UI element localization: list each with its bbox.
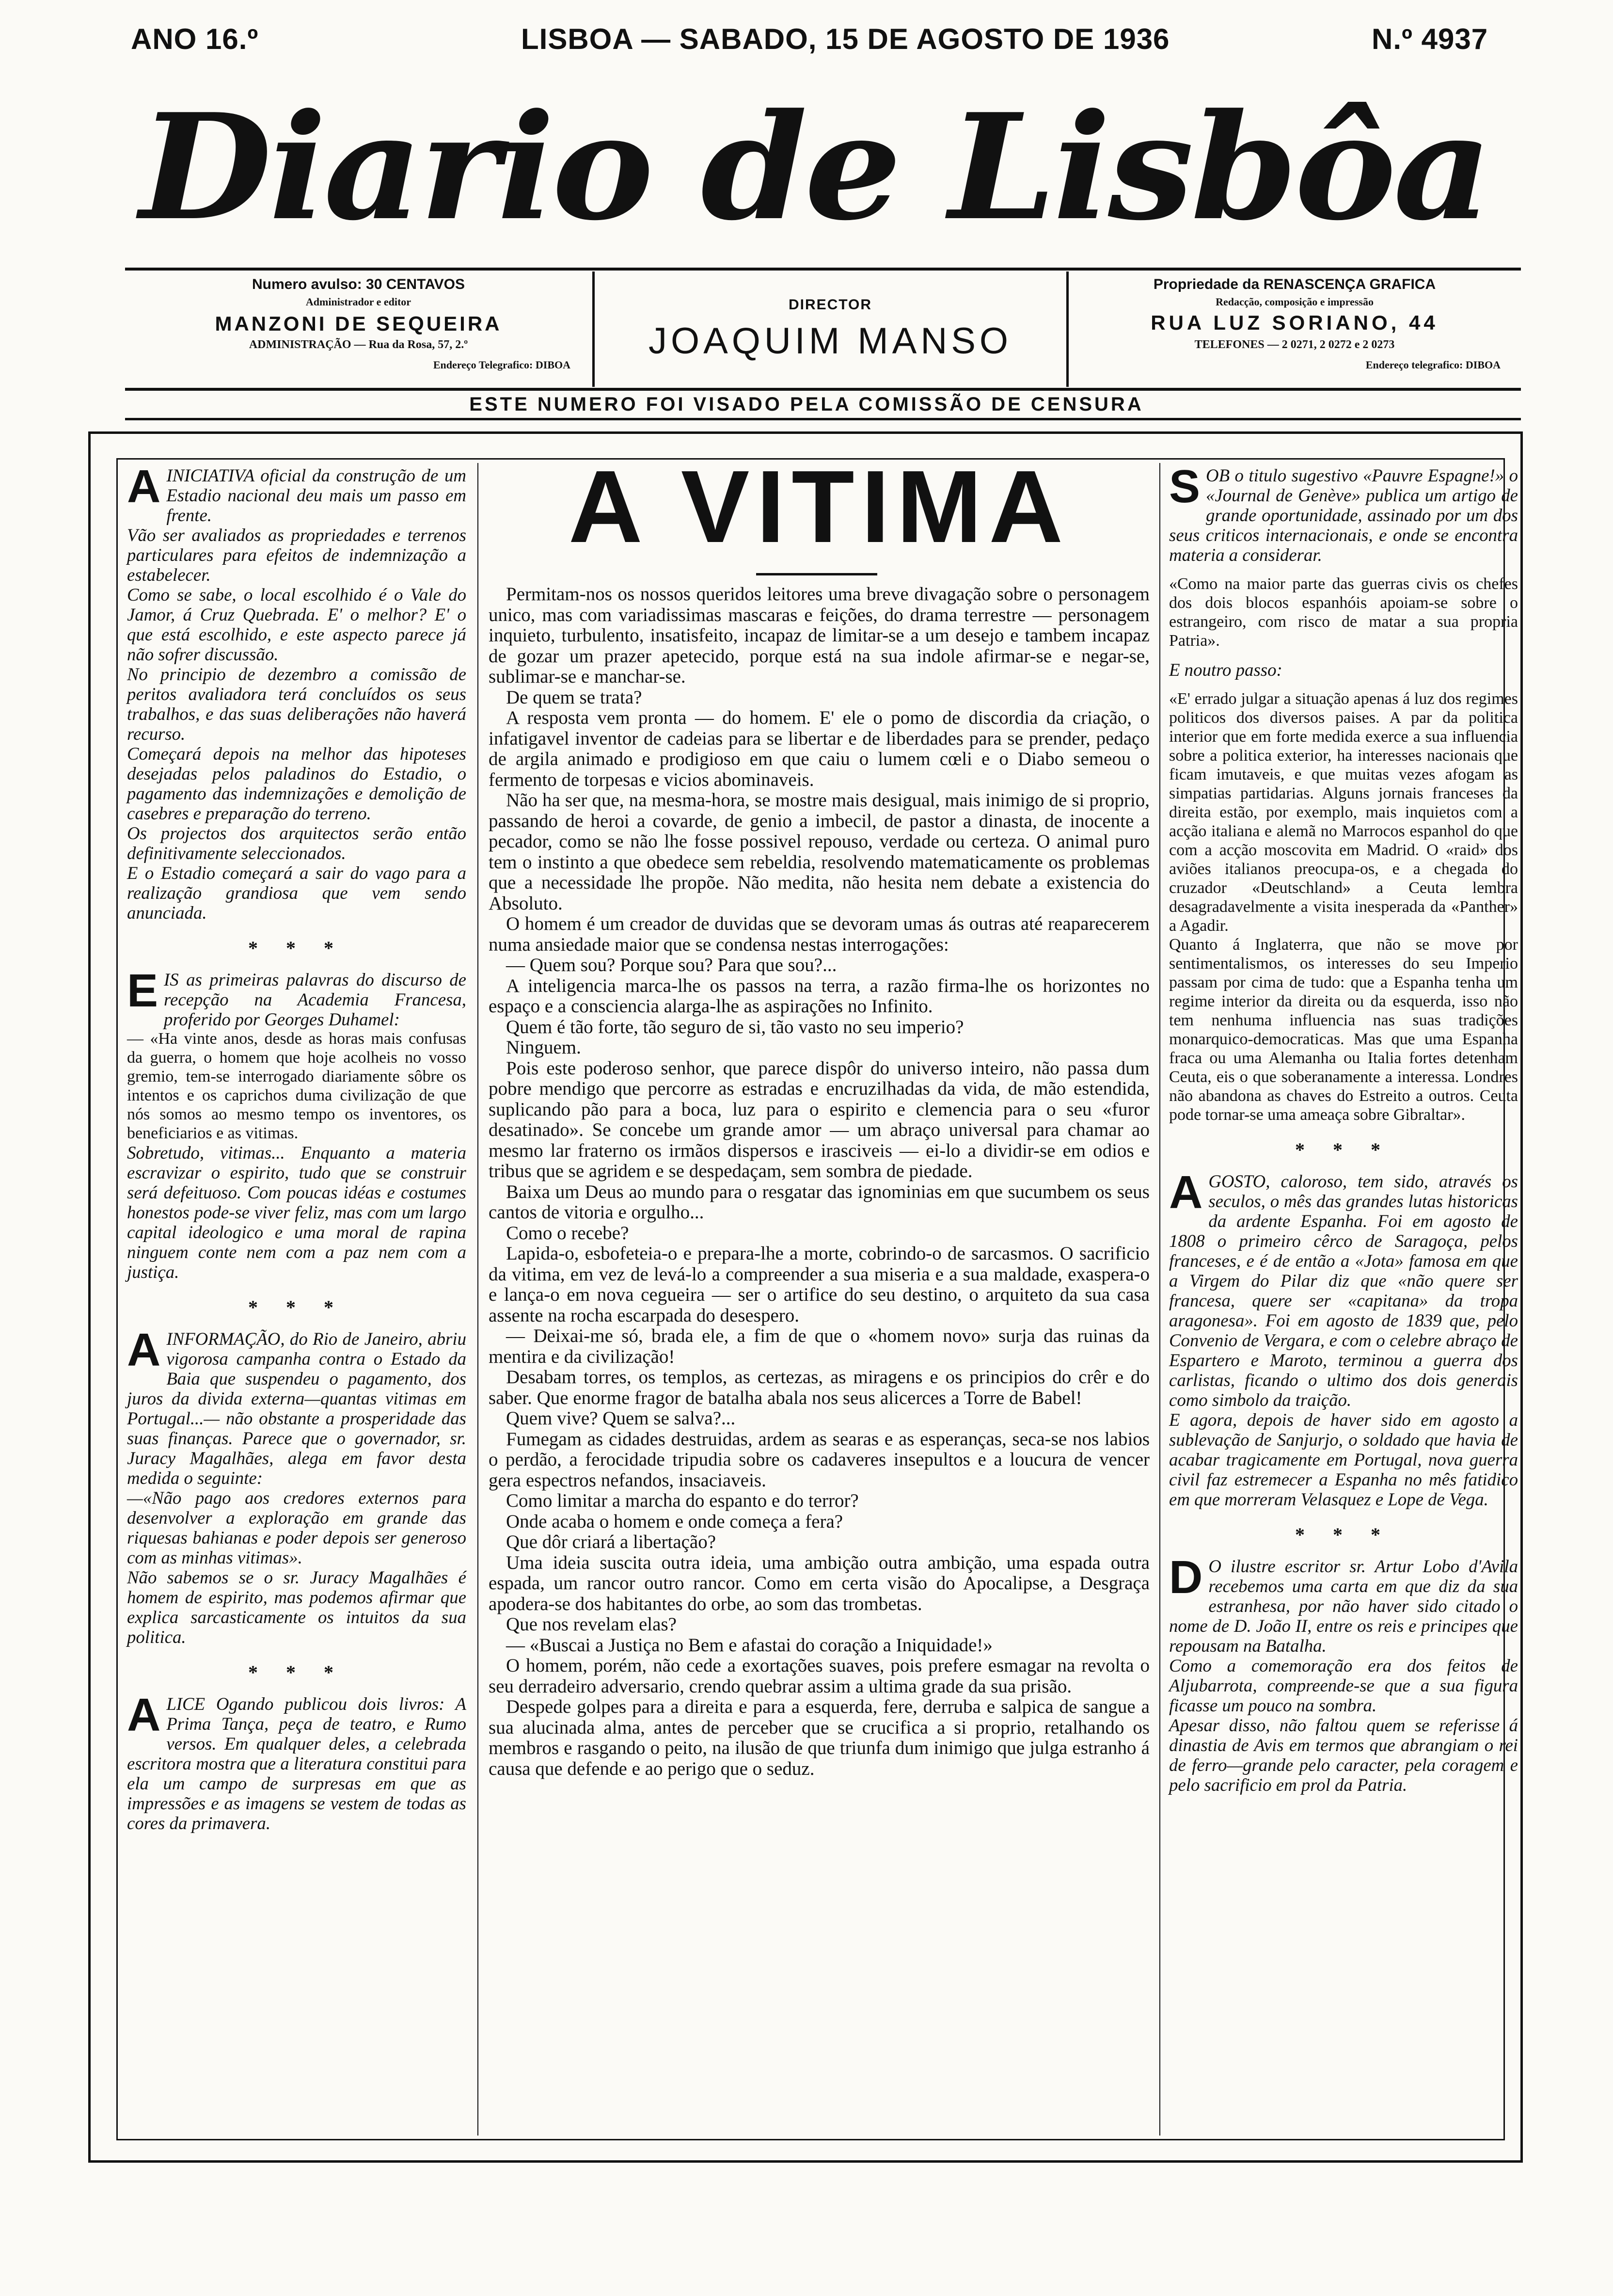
- paragraph: E o Estadio começará a sair do vago para a realização grandiosa que vem sendo anunciada.: [127, 863, 466, 923]
- article-paragraph: — Deixai-me só, brada ele, a fim de que o «homem novo» surja das ruinas da mentira e da civilização!: [489, 1325, 1150, 1367]
- stadium-note: AINICIATIVA oficial da construção de um Estadio nacional deu mais um passo em frente.: [127, 461, 466, 525]
- price-line: Numero avulso: 30 CENTAVOS: [252, 276, 465, 292]
- article-paragraph: O homem é um creador de duvidas que se devoram umas ás outras até reaparecerem numa ansiedade maior que se condensa nestas interrogações:: [489, 913, 1150, 955]
- article-paragraph: Desabam torres, os templos, as certezas, as miragens e os principios do crêr e do saber. Que enorme fragor de batalha abala nos seus alicerces a Torre de Babel!: [489, 1367, 1150, 1408]
- director-name: JOAQUIM MANSO: [648, 320, 1012, 362]
- info-divider-left: [592, 271, 595, 387]
- paragraph: Começará depois na melhor das hipoteses desejadas pelos paladinos do Estadio, o pagamento das indemnizações e demolição de casebres e preparação do terreno.: [127, 744, 466, 823]
- article-paragraph: Não ha ser que, na mesma-hora, se mostre mais desigual, mais inimigo de si proprio, passando de heroi a covarde, de genio a imbecil, de pastor a dinasta, de inocente a pecador, como se não lhe fosse possivel repouso, verdade ou certeza. O animal puro tem o instinto a que obedece sem rebeldia, resolvendo matematicamente os problemas que a necessidade lhe propõe. Não medita, não hesita nem debate a existencia do Absoluto.: [489, 790, 1150, 914]
- lobo-davila-note: D O ilustre escritor sr. Artur Lobo d'Avila recebemos uma carta em que diz da sua estranhesa, por não haver sido citado o nome de D. João II, entre os reis e principes que repousam na Batalha.: [1169, 1551, 1518, 1656]
- departments-line: Redacção, composição e impressão: [1216, 296, 1374, 308]
- article-paragraph: — «Buscai a Justiça no Bem e afastai do coração a Iniquidade!»: [506, 1634, 993, 1656]
- article-paragraph: Lapida-o, esbofeteia-o e prepara-lhe a morte, cobrindo-o de sarcasmos. O sacrificio da vitima, em vez de levá-lo a compreender a sua miseria e a sua maldade, exaspera-o e lança-o em nova cegueira — ser o artifice do seu destino, o arquiteto da sua casa assente na rocha escarpada do desespero.: [489, 1243, 1150, 1326]
- august-note: AGOSTO, caloroso, tem sido, através os seculos, o mês das grandes lutas historicas da ardente Espanha. Foi em agosto de 1808 o primeiro cêrco de Saragoça, pelos franceses, e é de então a «Jota» famosa em que a Virgem do Pilar diz que «não quere ser francesa, quere ser «capitana» da tropa aragonesa». Foi em agosto de 1839 que, pelo Convenio de Vergara, e com o celebre abraço de Espartero e Maroto, terminou a guerra dos carlistas, ficando o ultimo dos dois generais como simbolo da traição.: [1169, 1166, 1518, 1410]
- phone-numbers: TELEFONES — 2 0271, 2 0272 e 2 0273: [1194, 338, 1395, 351]
- info-divider-right: [1066, 271, 1069, 387]
- censura-rule: [125, 418, 1521, 420]
- owner-line: Propriedade da RENASCENÇA GRAFICA: [1153, 276, 1436, 292]
- info-bottom-rule: [125, 388, 1521, 391]
- section-separator: * * *: [248, 937, 345, 959]
- article-paragraph: A inteligencia marca-lhe os passos na terra, a razão firma-lhe os horizontes no espaço e a consciencia alarga-lhe as aspirações no Infinito.: [489, 975, 1150, 1017]
- administration-address: ADMINISTRAÇÃO — Rua da Rosa, 57, 2.º: [249, 338, 468, 351]
- paragraph: Não sabemos se o sr. Juracy Magalhães é homem de espirito, mas podemos afirmar que explica sarcasticamente os intuitos da sua politica.: [127, 1567, 466, 1647]
- article-paragraph: A resposta vem pronta — do homem. E' ele o pomo de discordia da criação, o infatigavel inventor de cadeias para se libertar e de liberdades para se prender, pedaço de argila animado e prodigioso em que caiu o lumem cœli e o Diabo semeou o fermento de torpesas e vicios abominaveis.: [489, 707, 1150, 790]
- info-box-center: [595, 271, 1065, 388]
- top-line: [0, 22, 1613, 61]
- article-paragraph: Permitam-nos os nossos queridos leitores uma breve divagação sobre o personagem unico, mas com variadissimas mascaras e feições, do drama terrestre — personagem inquieto, turbulento, insatisfeito, incapaz de limitar-se a um desejo e tambem incapaz de gozar um prazer apetecido, porque está na sua indole afirmar-se e negar-se, sublimar-se e manchar-se.: [489, 584, 1150, 687]
- paragraph: Sobretudo, vitimas... Enquanto a materia escravizar o espirito, tudo que se construir será defeituoso. Com poucas idéas e costumes honestos pode-se viver feliz, mas com um largo capital ideologico e uma moral de rapina ninguem conte nem com a paz nem com a justiça.: [127, 1143, 466, 1282]
- article-paragraph: Quem é tão forte, tão seguro de si, tão vasto no seu imperio?: [506, 1016, 964, 1037]
- article-paragraph: Baixa um Deus ao mundo para o resgatar das ignominias em que sucumbem os seus cantos de vitoria e orgulho...: [489, 1181, 1150, 1223]
- spain-note: SOB o titulo sugestivo «Pauvre Espagne!» o «Journal de Genève» publica um artigo de grande oportunidade, assinado por um dos seus criticos internacionais, e onde se encontra materia a considerar.: [1169, 461, 1518, 565]
- section-separator: * * *: [248, 1296, 345, 1318]
- info-box-left: [127, 271, 590, 388]
- director-role: DIRECTOR: [788, 297, 872, 313]
- censorship-notice: ESTE NUMERO FOI VISADO PELA COMISSÃO DE CENSURA: [469, 394, 1144, 415]
- right-column: [1169, 461, 1518, 1795]
- article-paragraph: Como o recebe?: [506, 1222, 629, 1244]
- section-separator: * * *: [248, 1661, 345, 1683]
- article-paragraph: Pois este poderoso senhor, que parece dispôr do universo inteiro, não passa dum pobre mendigo que percorre as estradas e encruzilhadas da vida, de mão estendida, suplicando pão para a boca, luz para o espirito e clemencia para o seu «furor desatinado». Se concebe um grande amor — um abraço universal para chamar ao mesmo lar fraterno os irmãos dispersos e irasciveis — ei-lo a dividir-se em odios e tribus que se agridem e se despedaçam, sem sombra de piedade.: [489, 1057, 1150, 1181]
- article-paragraph: O homem, porém, não cede a exortações suaves, pois prefere esmagar na revolta o seu derradeiro adversario, crendo quebrar assim a ultima grade da sua prisão.: [489, 1655, 1150, 1697]
- section-separator: * * *: [1295, 1139, 1392, 1161]
- quotation: Quanto á Inglaterra, que não se move por sentimentalismos, os interesses do seu Imperio passam por cima de tudo: que a Espanha tenha um regime interior da direita ou da esquerda, isso não tem nenhuma influencia nas suas tradições monarquico-democraticas. Mas que uma Espanha fraca ou uma Alemanha ou Italia fortes detenham Ceuta, eis o que soberanamente a interessa. Londres não abandona as chaves do Estreito a outros. Ceuta pode tornar-se uma ameaça sobre Gibraltar».: [1169, 936, 1518, 1124]
- masthead-title: Diario de Lisbôa: [139, 81, 1489, 253]
- article-paragraph: Uma ideia suscita outra ideia, uma ambição outra ambição, uma espada outra espada, um rancor outro rancor. Como em certa visão do Apocalipse, a Desgraça apodera-se dos habitantes do orbe, ao som das trombetas.: [489, 1552, 1150, 1614]
- column-divider-left: [477, 463, 478, 2136]
- section-separator: * * *: [1295, 1524, 1392, 1546]
- frame-right: [1520, 431, 1523, 2163]
- paragraph: E agora, depois de haver sido em agosto a sublevação de Sanjurjo, o soldado que havia de acabar tragicamente em Portugal, nova guerra civil faz estremecer a Espanha no mês fatidico em que morreram Velasquez e Lope de Vega.: [1169, 1410, 1518, 1509]
- alice-ogando-note: ALICE Ogando publicou dois livros: A Prima Tança, peça de teatro, e Rumo versos. Em qualquer deles, a celebrada escritora mostra que a literatura constitui para ela um campo de surpresas em que as impressões e as imagens se vestem de todas as cores da primavera.: [127, 1689, 466, 1833]
- frame-top: [88, 431, 1523, 434]
- article-paragraph: De quem se trata?: [506, 686, 642, 708]
- paragraph: No principio de dezembro a comissão de peritos avaliadora terá concluídos os seus trabalhos, e das suas deliberações não haverá recurso.: [127, 664, 466, 744]
- editor-role: Administrador e editor: [305, 296, 411, 308]
- editor-name: MANZONI DE SEQUEIRA: [215, 312, 502, 335]
- info-top-rule: [125, 268, 1521, 271]
- main-article-body: [489, 584, 1150, 1779]
- main-headline: A VITIMA: [568, 449, 1070, 564]
- left-column: [127, 461, 466, 1833]
- frame-bottom: [88, 2160, 1523, 2163]
- street-address: RUA LUZ SORIANO, 44: [1151, 311, 1439, 334]
- paragraph: Vão ser avaliados as propriedades e terrenos particulares para efeitos de indemnização a estabelecer.: [127, 525, 466, 585]
- column-divider-right: [1159, 463, 1160, 2136]
- article-paragraph: Despede golpes para a direita e para a esquerda, fere, derruba e salpica de sangue a sua alucinada alma, antes de perceber que se crucifica a si proprio, retalhando os membros e rasgando o peito, na ilusão de que triunfa dum inimigo que julga estranho á causa que defende e ao perigo que o seduz.: [489, 1696, 1150, 1779]
- quotation: «E' errado julgar a situação apenas á luz dos regimes politicos dos diversos paises. A par da politica interior que em forte medida exerce a sua influencia sobre a politica exterior, ha interesses nacionais que ficam imutaveis, e que muitas vezes afogam as simpatias partidarias. Alguns jornais franceses da direita estão, por exemplo, mais inquietos com a acção italiana e alemã no Marrocos espanhol do que com a acção moscovita em Madrid. O «raid» dos aviões italianos preocupa-os, e a chegada do cruzador «Deutschland» a Ceuta lembra desagradavelmente a visita inesperada da «Panther» a Agadir.: [1169, 690, 1518, 935]
- paragraph: Como a comemoração era dos feitos de Aljubarrota, compreende-se que a sua figura ficasse um pouco na sombra.: [1169, 1656, 1518, 1715]
- quotation: «Como na maior parte das guerras civis os chefes dos dois blocos espanhóis apoiam-se sobre o estrangeiro, com risco de matar a sua propria Patria».: [1169, 575, 1518, 650]
- paragraph: Apesar disso, não faltou quem se referisse á dinastia de Avis em termos que abrangiam o rei de ferro—grande pelo caracter, pela coragem e pelo sacrificio em prol da Patria.: [1169, 1715, 1518, 1795]
- paragraph: —«Não pago aos credores externos para desenvolver a exploração em grande das riquesas bahianas e poder depois ser generoso com as minhas vitimas».: [127, 1488, 466, 1567]
- article-paragraph: Quem vive? Quem se salva?...: [506, 1408, 736, 1429]
- article-paragraph: Que nos revelam elas?: [506, 1614, 677, 1635]
- article-paragraph: Ninguem.: [506, 1037, 581, 1058]
- inner-frame-left: [116, 458, 118, 2140]
- article-paragraph: Onde acaba o homem e onde começa a fera?: [506, 1511, 843, 1532]
- headline-rule: [756, 573, 877, 575]
- telegraph-address-right: Endereço telegrafico: DIBOA: [1365, 359, 1501, 371]
- paragraph: Os projectos dos arquitectos serão então definitivamente seleccionados.: [127, 823, 466, 863]
- paragraph: E noutro passo:: [1169, 660, 1282, 680]
- quotation: — «Ha vinte anos, desde as horas mais confusas da guerra, o homem que hoje acolheis no vosso gremio, tem-se interrogado diariamente sôbre os intentos e os caprichos duma civilização de que nós somos ao mesmo tempo os inventores, os beneficiarios e as vitimas.: [127, 1030, 466, 1142]
- duhamel-note: EIS as primeiras palavras do discurso de recepção na Academia Francesa, proferido por Georges Duhamel:: [127, 965, 466, 1029]
- article-paragraph: — Quem sou? Porque sou? Para que sou?...: [506, 955, 837, 975]
- year-of-publication: ANO 16.º: [131, 23, 259, 55]
- telegraph-address-left: Endereço Telegrafico: DIBOA: [433, 359, 570, 371]
- info-box-right: [1069, 271, 1520, 388]
- dateline: LISBOA — SABADO, 15 DE AGOSTO DE 1936: [521, 23, 1170, 55]
- inner-frame-bottom: [116, 2139, 1505, 2140]
- issue-number: N.º 4937: [1372, 23, 1488, 55]
- article-paragraph: Como limitar a marcha do espanto e do terror?: [506, 1490, 859, 1511]
- article-paragraph: Que dôr criará a libertação?: [506, 1531, 716, 1552]
- paragraph: Como se sabe, o local escolhido é o Vale do Jamor, á Cruz Quebrada. E' o melhor? E' o que está escolhido, e este aspecto parece já não sofrer discussão.: [127, 585, 466, 664]
- masthead: [139, 73, 1489, 262]
- bahia-note: AINFORMAÇÃO, do Rio de Janeiro, abriu vigorosa campanha contra o Estado da Baia que suspendeu o pagamento, dos juros da divida externa—quantas vitimas em Portugal...— não obstante a prosperidade das suas finanças. Parece que o governador, sr. Juracy Magalhães, alega em favor desta medida o seguinte:: [127, 1324, 466, 1488]
- frame-left: [88, 431, 91, 2163]
- article-paragraph: Fumegam as cidades destruidas, ardem as searas e as esperanças, seca-se nos labios o perdão, a ferocidade tripudia sobre os cadaveres insepultos e a loucura de vencer gera espectros nefandos, insaciaveis.: [489, 1428, 1150, 1491]
